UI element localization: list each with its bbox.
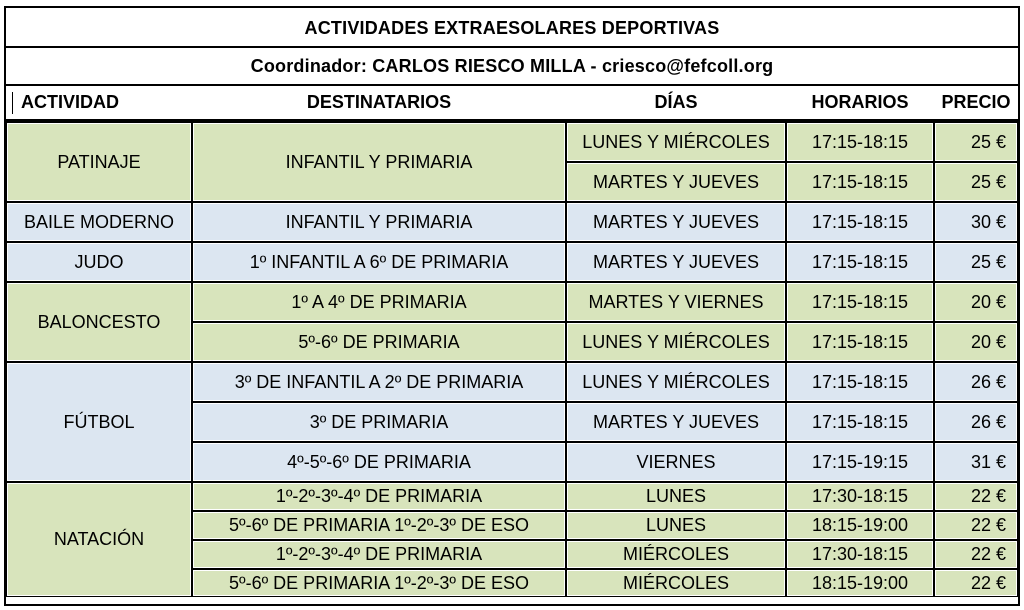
days-cell: MARTES Y JUEVES: [566, 242, 786, 282]
coordinator-line: Coordinador: CARLOS RIESCO MILLA - criesco@fefcoll.org: [6, 48, 1018, 86]
header-hours: HORARIOS: [811, 92, 909, 112]
header-row: [6, 86, 1018, 122]
hours-cell: 18:15-19:00: [786, 511, 934, 540]
recipients-cell: 3º DE INFANTIL A 2º DE PRIMARIA: [192, 362, 566, 402]
price-cell: 22 €: [934, 569, 1018, 597]
activity-name: PATINAJE: [6, 122, 192, 202]
activity-name: NATACIÓN: [6, 482, 192, 597]
recipients-cell: 4º-5º-6º DE PRIMARIA: [192, 442, 566, 482]
days-cell: VIERNES: [566, 442, 786, 482]
hours-cell: 18:15-19:00: [786, 569, 934, 597]
price-cell: 25 €: [934, 162, 1018, 202]
recipients-cell: 5º-6º DE PRIMARIA 1º-2º-3º DE ESO: [192, 569, 566, 597]
recipients-cell: 3º DE PRIMARIA: [192, 402, 566, 442]
days-cell: MIÉRCOLES: [566, 569, 786, 597]
price-cell: 31 €: [934, 442, 1018, 482]
recipients-cell: INFANTIL Y PRIMARIA: [192, 202, 566, 242]
hours-cell: 17:15-18:15: [786, 242, 934, 282]
days-cell: LUNES Y MIÉRCOLES: [566, 122, 786, 162]
days-cell: LUNES Y MIÉRCOLES: [566, 362, 786, 402]
hours-cell: 17:15-18:15: [786, 202, 934, 242]
price-cell: 26 €: [934, 362, 1018, 402]
recipients-cell: INFANTIL Y PRIMARIA: [192, 122, 566, 202]
days-cell: MARTES Y VIERNES: [566, 282, 786, 322]
price-cell: 26 €: [934, 402, 1018, 442]
price-cell: 30 €: [934, 202, 1018, 242]
price-cell: 22 €: [934, 482, 1018, 511]
header-days: DÍAS: [654, 92, 698, 112]
recipients-cell: 1º-2º-3º-4º DE PRIMARIA: [192, 540, 566, 569]
days-cell: LUNES Y MIÉRCOLES: [566, 322, 786, 362]
price-cell: 20 €: [934, 322, 1018, 362]
recipients-cell: 5º-6º DE PRIMARIA 1º-2º-3º DE ESO: [192, 511, 566, 540]
hours-cell: 17:15-18:15: [786, 322, 934, 362]
activity-name: BALONCESTO: [6, 282, 192, 362]
recipients-cell: 5º-6º DE PRIMARIA: [192, 322, 566, 362]
recipients-cell: 1º A 4º DE PRIMARIA: [192, 282, 566, 322]
hours-cell: 17:15-18:15: [786, 402, 934, 442]
activity-name: BAILE MODERNO: [6, 202, 192, 242]
hours-cell: 17:30-18:15: [786, 482, 934, 511]
activity-name: FÚTBOL: [6, 362, 192, 482]
recipients-cell: 1º-2º-3º-4º DE PRIMARIA: [192, 482, 566, 511]
days-cell: MARTES Y JUEVES: [566, 162, 786, 202]
days-cell: MARTES Y JUEVES: [566, 402, 786, 442]
price-cell: 20 €: [934, 282, 1018, 322]
days-cell: MIÉRCOLES: [566, 540, 786, 569]
activity-name: JUDO: [6, 242, 192, 282]
hours-cell: 17:15-18:15: [786, 122, 934, 162]
header-price: PRECIO: [941, 92, 1011, 112]
hours-cell: 17:15-18:15: [786, 282, 934, 322]
recipients-cell: 1º INFANTIL A 6º DE PRIMARIA: [192, 242, 566, 282]
days-cell: LUNES: [566, 482, 786, 511]
hours-cell: 17:30-18:15: [786, 540, 934, 569]
days-cell: MARTES Y JUEVES: [566, 202, 786, 242]
activities-table: [4, 6, 1020, 606]
hours-cell: 17:15-18:15: [786, 362, 934, 402]
price-cell: 25 €: [934, 242, 1018, 282]
price-cell: 22 €: [934, 540, 1018, 569]
price-cell: 22 €: [934, 511, 1018, 540]
table-title: ACTIVIDADES EXTRAESOLARES DEPORTIVAS: [6, 8, 1018, 48]
header-recipients: DESTINATARIOS: [306, 92, 452, 112]
price-cell: 25 €: [934, 122, 1018, 162]
hours-cell: 17:15-18:15: [786, 162, 934, 202]
table-body: [6, 122, 1018, 597]
days-cell: LUNES: [566, 511, 786, 540]
header-activity: ACTIVIDAD: [12, 92, 192, 114]
hours-cell: 17:15-19:15: [786, 442, 934, 482]
